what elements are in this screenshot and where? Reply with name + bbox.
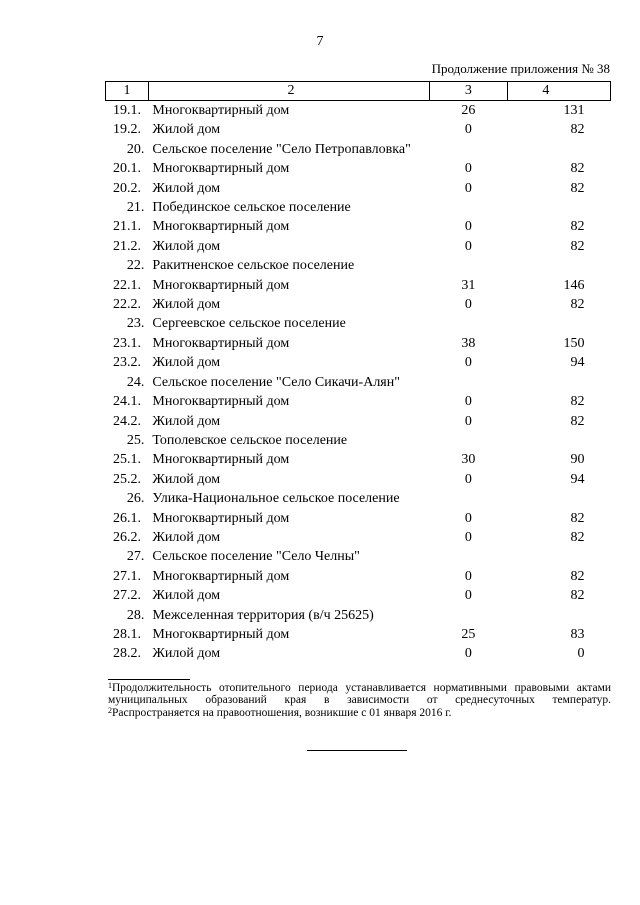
row-value-col4: 82 [570, 394, 585, 410]
row-name: Многоквартирный дом [152, 161, 290, 177]
row-value-col4 [507, 256, 610, 275]
row-name: Межселенная территория (в/ч 25625) [152, 607, 374, 623]
row-value-col3 [429, 373, 507, 392]
section-row [106, 606, 611, 625]
row-value-col3: 26 [461, 103, 476, 118]
section-row [106, 256, 611, 275]
row-name: Побединское сельское поселение [152, 200, 351, 216]
row-name: Жилой дом [152, 471, 221, 487]
table-row [106, 644, 611, 663]
row-value-col3: 0 [464, 588, 472, 604]
section-row [106, 373, 611, 392]
row-number: 24.2. [112, 413, 141, 429]
row-number: 21.1. [112, 219, 141, 235]
row-value-col3: 0 [464, 413, 472, 429]
row-name: Многоквартирный дом [152, 452, 290, 468]
row-name: Многоквартирный дом [152, 219, 290, 235]
row-value-col3: 0 [464, 161, 472, 177]
row-name: Многоквартирный дом [152, 510, 290, 526]
row-value-col3 [429, 198, 507, 217]
column-header: 1 [106, 82, 149, 101]
section-row [106, 547, 611, 566]
end-separator [307, 750, 407, 751]
tariff-table [105, 81, 611, 664]
table-row [106, 528, 611, 547]
row-name: Улика-Национальное сельское поселение [152, 491, 400, 507]
row-name: Жилой дом [152, 646, 221, 662]
row-number: 27. [126, 549, 145, 565]
row-value-col3 [429, 431, 507, 450]
row-value-col4: 146 [563, 277, 585, 293]
table-header-row [106, 82, 611, 101]
footnote-text: Продолжительность отопительного периода устанавливается нормативными правовыми актами муниципальных образований края в зависимости от среднесуточных температур. [108, 682, 611, 706]
row-name: Многоквартирный дом [152, 394, 290, 410]
row-number: 26.1. [112, 510, 141, 526]
table-row [106, 276, 611, 295]
table-row [106, 217, 611, 236]
row-name: Ракитненское сельское поселение [152, 258, 355, 274]
row-number: 21. [126, 200, 145, 216]
row-number: 28.2. [112, 646, 141, 662]
table-row [106, 470, 611, 489]
row-number: 24.1. [112, 394, 141, 410]
row-value-col3: 30 [461, 452, 476, 468]
row-value-col3: 0 [464, 219, 472, 235]
row-name: Жилой дом [152, 355, 221, 371]
row-value-col4 [507, 198, 610, 217]
section-row [106, 431, 611, 450]
row-value-col3: 0 [464, 355, 472, 371]
row-value-col3: 0 [464, 180, 472, 196]
row-value-col3: 0 [464, 646, 472, 662]
row-value-col4 [507, 606, 610, 625]
row-number: 26. [126, 491, 145, 507]
row-number: 19.1. [112, 103, 141, 118]
row-value-col4: 0 [577, 646, 585, 662]
footnote-separator [108, 679, 190, 680]
row-number: 26.2. [112, 529, 141, 545]
row-value-col3: 0 [464, 297, 472, 313]
row-number: 25. [126, 432, 145, 448]
row-value-col3 [429, 314, 507, 333]
row-name: Сельское поселение "Село Челны" [152, 549, 360, 565]
row-name: Жилой дом [152, 122, 221, 138]
footnote-mark: 1 [108, 681, 112, 690]
row-name: Жилой дом [152, 297, 221, 313]
row-value-col4: 94 [570, 471, 585, 487]
footnote-2 [108, 707, 611, 719]
row-name: Многоквартирный дом [152, 103, 290, 118]
section-row [106, 314, 611, 333]
row-value-col4: 82 [570, 297, 585, 313]
row-value-col4: 131 [563, 103, 585, 118]
row-value-col4 [507, 547, 610, 566]
row-number: 28.1. [112, 626, 141, 642]
row-value-col3: 0 [464, 529, 472, 545]
column-header: 2 [148, 82, 429, 101]
row-number: 24. [126, 374, 145, 390]
row-name: Жилой дом [152, 413, 221, 429]
row-value-col4 [507, 373, 610, 392]
section-row [106, 140, 611, 159]
row-value-col3 [429, 256, 507, 275]
row-value-col3: 0 [464, 122, 472, 138]
row-value-col4 [507, 489, 610, 508]
table-row [106, 412, 611, 431]
row-value-col3: 0 [464, 238, 472, 254]
row-value-col4 [507, 140, 610, 159]
row-value-col3 [429, 606, 507, 625]
table-row [106, 567, 611, 586]
row-value-col4: 82 [570, 161, 585, 177]
row-name: Сергеевское сельское поселение [152, 316, 346, 332]
column-header: 3 [429, 82, 507, 101]
row-value-col3: 38 [461, 335, 476, 351]
row-name: Жилой дом [152, 588, 221, 604]
section-row [106, 489, 611, 508]
row-value-col3: 0 [464, 471, 472, 487]
row-value-col4 [507, 314, 610, 333]
table-row [106, 353, 611, 372]
row-value-col3: 25 [461, 626, 476, 642]
row-number: 25.1. [112, 452, 141, 468]
table-row [106, 101, 611, 121]
row-name: Многоквартирный дом [152, 568, 290, 584]
row-number: 20. [126, 141, 145, 157]
row-value-col3: 0 [464, 510, 472, 526]
row-value-col4: 82 [570, 122, 585, 138]
row-value-col4: 83 [570, 626, 585, 642]
row-value-col4: 82 [570, 180, 585, 196]
row-name: Тополевское сельское поселение [152, 432, 348, 448]
row-value-col4: 82 [570, 529, 585, 545]
row-value-col4: 150 [563, 335, 585, 351]
table-row [106, 392, 611, 411]
row-number: 20.2. [112, 180, 141, 196]
table-row [106, 586, 611, 605]
row-name: Многоквартирный дом [152, 626, 290, 642]
section-row [106, 198, 611, 217]
row-number: 22. [126, 258, 145, 274]
table-row [106, 237, 611, 256]
column-header: 4 [507, 82, 610, 101]
continuation-label: Продолжение приложения № 38 [431, 61, 610, 76]
row-number: 21.2. [112, 238, 141, 254]
row-value-col4: 94 [570, 355, 585, 371]
table-row [106, 509, 611, 528]
row-name: Многоквартирный дом [152, 277, 290, 293]
row-number: 23.2. [112, 355, 141, 371]
row-value-col3 [429, 140, 507, 159]
row-name: Многоквартирный дом [152, 335, 290, 351]
row-value-col4: 82 [570, 219, 585, 235]
table-row [106, 295, 611, 314]
table-row [106, 120, 611, 139]
row-value-col4: 82 [570, 568, 585, 584]
row-number: 28. [126, 607, 145, 623]
row-value-col4: 82 [570, 238, 585, 254]
row-value-col3 [429, 489, 507, 508]
page-number: 7 [316, 34, 324, 49]
row-number: 19.2. [112, 122, 141, 138]
row-number: 27.2. [112, 588, 141, 604]
table-body [106, 101, 611, 664]
row-value-col3: 0 [464, 568, 472, 584]
footnote-text: Распространяется на правоотношения, возникшие с 01 января 2016 г. [112, 707, 452, 719]
row-value-col4: 82 [570, 413, 585, 429]
row-name: Жилой дом [152, 180, 221, 196]
row-number: 22.2. [112, 297, 141, 313]
row-value-col4: 82 [570, 588, 585, 604]
row-name: Жилой дом [152, 238, 221, 254]
table-row [106, 179, 611, 198]
footnote-mark: 2 [108, 706, 112, 715]
row-value-col4: 90 [570, 452, 585, 468]
row-value-col3 [429, 547, 507, 566]
row-value-col3: 0 [464, 394, 472, 410]
row-name: Сельское поселение "Село Петропавловка" [152, 141, 411, 157]
row-name: Сельское поселение "Село Сикачи-Алян" [152, 374, 400, 390]
row-value-col3: 31 [461, 277, 476, 293]
table-row [106, 625, 611, 644]
row-value-col4: 82 [570, 510, 585, 526]
row-number: 20.1. [112, 161, 141, 177]
row-number: 27.1. [112, 568, 141, 584]
row-number: 23. [126, 316, 145, 332]
table-row [106, 159, 611, 178]
table-row [106, 450, 611, 469]
table-row [106, 334, 611, 353]
row-name: Жилой дом [152, 529, 221, 545]
row-number: 23.1. [112, 335, 141, 351]
row-number: 25.2. [112, 471, 141, 487]
row-number: 22.1. [112, 277, 141, 293]
row-value-col4 [507, 431, 610, 450]
